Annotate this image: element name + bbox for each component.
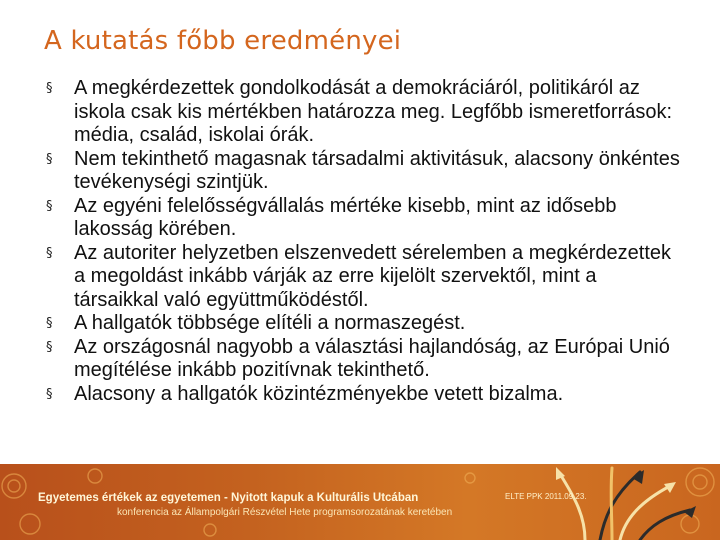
bullet-marker: § bbox=[46, 316, 53, 331]
bullet-list bbox=[46, 77, 686, 406]
footer-event-title: Egyetemes értékek az egyetemen - Nyitott kapuk a Kulturális Utcában bbox=[38, 492, 419, 504]
bullet-text: Az autoriter helyzetben elszenvedett sérelemben a megkérdezettek a megoldást inkább várják az erre kijelölt szervektől, mint a társaikkal való együttműködéstől. bbox=[74, 241, 672, 311]
bullet-marker: § bbox=[46, 339, 53, 355]
bullet-item bbox=[46, 312, 686, 336]
bullet-item bbox=[46, 195, 686, 242]
bullet-marker: § bbox=[46, 245, 53, 261]
footer-banner bbox=[0, 464, 720, 540]
bullet-marker: § bbox=[46, 386, 53, 402]
bullet-marker: § bbox=[46, 151, 53, 167]
bullet-text: Az országosnál nagyobb a választási hajlandóság, az Európai Unió megítélése inkább pozitívnak tekinthető. bbox=[74, 335, 670, 381]
bullet-item bbox=[46, 77, 686, 148]
footer-date-stamp: ELTE PPK 2011.09.23. bbox=[505, 492, 587, 501]
bullet-text: Alacsony a hallgatók közintézményekbe vetett bizalma. bbox=[74, 382, 564, 405]
bullet-item bbox=[46, 383, 686, 407]
bullet-marker: § bbox=[46, 198, 53, 214]
bullet-text: Nem tekinthető magasnak társadalmi aktivitásuk, alacsony önkéntes tevékenységi szintjük. bbox=[74, 147, 680, 193]
bullet-text: A hallgatók többsége elítéli a normaszegést. bbox=[74, 312, 466, 334]
slide-title: A kutatás főbb eredményei bbox=[44, 26, 402, 56]
bullet-text: A megkérdezettek gondolkodását a demokráciáról, politikáról az iskola csak kis mértékben határozza meg. Legfőbb ismeretforrások: média, család, iskolai órák. bbox=[74, 77, 673, 146]
bullet-item bbox=[46, 148, 686, 195]
bullet-text: Az egyéni felelősségvállalás mértéke kisebb, mint az idősebb lakosság körében. bbox=[74, 194, 617, 240]
bullet-item bbox=[46, 336, 686, 383]
footer-event-subtitle: konferencia az Állampolgári Részvétel Hete programsorozatának keretében bbox=[117, 507, 453, 518]
bullet-marker: § bbox=[46, 81, 53, 96]
bullet-item bbox=[46, 242, 686, 313]
